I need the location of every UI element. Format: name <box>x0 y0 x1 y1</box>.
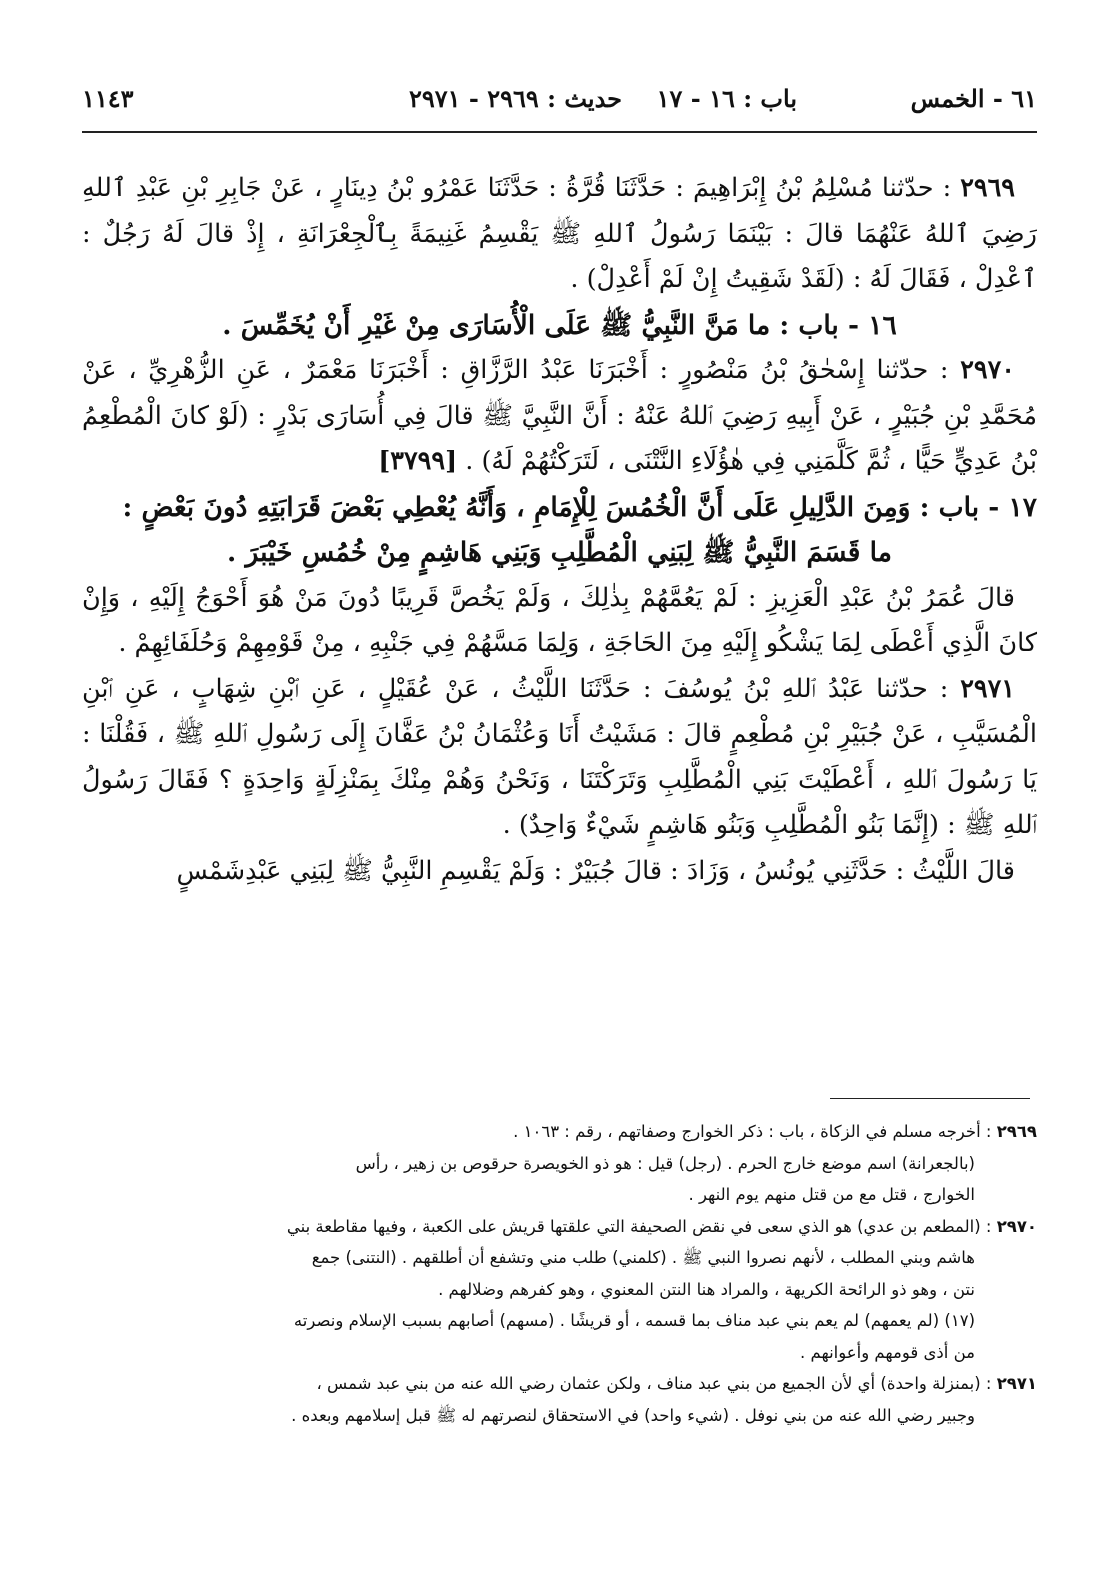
footnotes <box>82 1116 1037 1431</box>
bab-17-heading: ١٧ - باب : وَمِنَ الدَّلِيلِ عَلَى أَنَّ الْخُمُسَ لِلْإِمَامِ ، وَأَنَّهُ يُعْطِي بَعْضَ قَرَابَتِهِ دُونَ بَعْضٍ : <box>122 491 1037 523</box>
hadith-range: حديث : ٢٩٦٩ - ٢٩٧١ <box>408 84 622 113</box>
footnote-line: الخوارج ، قتل مع من قتل منهم يوم النهر . <box>688 1185 975 1204</box>
hadith-2971 <box>82 667 1037 849</box>
footnote-divider <box>830 1098 1030 1099</box>
chapter-title: ٦١ - الخمس <box>910 84 1037 113</box>
footnote-line: هاشم وبني المطلب ، لأنهم نصروا النبي ﷺ . (كلمني) طلب مني وتشفع أن أطلقهم . (النتنى) جمع <box>311 1248 975 1267</box>
hadith-number: ٢٩٧٠ <box>960 355 1015 385</box>
header-divider <box>82 131 1037 133</box>
hadith-text: : حدّثنا مُسْلِمُ بْنُ إِبْرَاهِيمَ : حَدَّثَنَا قُرَّةُ : حَدَّثَنَا عَمْرُو بْنُ دِينَارٍ ، عَنْ جَابِرِ بْنِ عَبْدِ ٱللهِ رَضِيَ ٱللهُ عَنْهُمَا قالَ : بَيْنَمَا رَسُولُ ٱللهِ ﷺ يَقْسِمُ غَنِيمَةً بِٱلْجِعْرَانَةِ ، إِذْ قالَ لَهُ رَجُلٌ : ٱعْدِلْ ، فَقَالَ لَهُ : (لَقَدْ شَقِيتُ إِنْ لَمْ أَعْدِلْ) . <box>82 173 1037 294</box>
layth-statement: قالَ اللَّيْثُ : حَدَّثَنِي يُونُسُ ، وَزَادَ : قالَ جُبَيْرٌ : وَلَمْ يَقْسِمِ النَّبِيُّ ﷺ لِبَنِي عَبْدِشَمْسٍ <box>176 855 1015 886</box>
footnote-line: وجبير رضي الله عنه من بني نوفل . (شيء واحد) في الاستحقاق لنصرتهم له ﷺ قبل إسلامهم وبعده . <box>291 1405 975 1425</box>
footnote-2970 <box>82 1211 1037 1243</box>
footnote-line: (بالجعرانة) اسم موضع خارج الحرم . (رجل) قيل : هو ذو الخويصرة حرقوص بن زهير ، رأس <box>355 1153 975 1173</box>
footnote-number: ٢٩٧١ <box>996 1374 1037 1393</box>
footnote-2969 <box>82 1116 1037 1148</box>
hadith-2970 <box>82 348 1037 485</box>
main-text <box>82 166 1037 894</box>
footnote-number: ٢٩٦٩ <box>996 1122 1037 1141</box>
hadith-2969 <box>82 166 1037 303</box>
footnote-line: من أذى قومهم وأعوانهم . <box>800 1342 975 1362</box>
footnote-line: نتن ، وهو ذو الرائحة الكريهة ، والمراد هنا النتن المعنوي ، وهو كفرهم وضلالهم . <box>438 1279 975 1299</box>
umar-statement: قالَ عُمَرُ بْنُ عَبْدِ الْعَزِيزِ : لَمْ يَعُمَّهُمْ بِذٰلِكَ ، وَلَمْ يَخُصَّ قَرِيبًا دُونَ مَنْ هُوَ أَحْوَجُ إِلَيْهِ ، وَإِنْ كانَ الَّذِي أَعْطَى لِمَا يَشْكُو إِلَيْهِ مِنَ الحَاجَةِ ، وَلِمَا مَسَّهُمْ فِي جَنْبِهِ ، مِنْ قَوْمِهِمْ وَحُلَفَائِهِمْ . <box>82 582 1037 658</box>
hadith-text: : حدّثنا إِسْحٰقُ بْنُ مَنْصُورٍ : أَخْبَرَنَا عَبْدُ الرَّزَّاقِ : أَخْبَرَنَا مَعْمَرٌ ، عَنِ الزُّهْرِيِّ ، عَنْ مُحَمَّدِ بْنِ جُبَيْرٍ ، عَنْ أَبِيهِ رَضِيَ ٱللهُ عَنْهُ : أَنَّ النَّبِيَّ ﷺ قالَ فِي أُسَارَى بَدْرٍ : (لَوْ كانَ الْمُطْعِمُ بْنُ عَدِيٍّ حَيًّا ، ثُمَّ كَلَّمَنِي فِي هٰؤُلَاءِ النَّتْنَى ، لَتَرَكْتُهُمْ لَهُ) . <box>82 355 1037 476</box>
page-number: ١١٤٣ <box>82 84 134 113</box>
footnote-2971 <box>82 1368 1037 1400</box>
footnote-number: ٢٩٧٠ <box>996 1216 1037 1236</box>
bab-16-heading: ١٦ - باب : ما مَنَّ النَّبِيُّ ﷺ عَلَى الْأُسَارَى مِنْ غَيْرِ أَنْ يُخَمِّسَ . <box>222 309 897 341</box>
bab-17-subheading: ما قَسَمَ النَّبِيُّ ﷺ لِبَنِي الْمُطَّلِبِ وَبَنِي هَاشِمٍ مِنْ خُمُسِ خَيْبَرَ . <box>227 537 892 568</box>
hadith-number: ٢٩٦٩ <box>960 173 1015 203</box>
cross-reference: [٣٧٩٩] <box>378 446 458 476</box>
footnote-line: : أخرجه مسلم في الزكاة ، باب : ذكر الخوارج وصفاتهم ، رقم : ١٠٦٣ . <box>513 1122 997 1141</box>
page-header <box>82 78 1037 118</box>
footnote-17: (١٧) (لم يعمهم) لم يعم بني عبد مناف بما قسمه ، أو قريشًا . (مسهم) أصابهم بسبب الإسلام ونصرته <box>293 1311 975 1330</box>
footnote-line: : (بمنزلة واحدة) أي لأن الجميع من بني عبد مناف ، ولكن عثمان رضي الله عنه من بني عبد شمس ، <box>316 1374 997 1393</box>
hadith-number: ٢٩٧١ <box>960 673 1015 704</box>
footnote-line: : (المطعم بن عدي) هو الذي سعى في نقض الصحيفة التي علقتها قريش على الكعبة ، وفيها مقاطعة بني <box>286 1216 997 1236</box>
bab-range: باب : ١٦ - ١٧ <box>656 84 797 113</box>
hadith-text: : حدّثنا عَبْدُ ٱللهِ بْنُ يُوسُفَ : حَدَّثَنَا اللَّيْثُ ، عَنْ عُقَيْلٍ ، عَنِ ٱبْنِ شِهَابٍ ، عَنِ ٱبْنِ الْمُسَيَّبِ ، عَنْ جُبَيْرِ بْنِ مُطْعِمٍ قالَ : مَشَيْتُ أَنَا وَعُثْمَانُ بْنُ عَفَّانَ إِلَى رَسُولِ ٱللهِ ﷺ ، فَقُلْنَا : يَا رَسُولَ ٱللهِ ، أَعْطَيْتَ بَنِي الْمُطَّلِبِ وَتَرَكْتَنَا ، وَنَحْنُ وَهُمْ مِنْكَ بِمَنْزِلَةٍ وَاحِدَةٍ ؟ فَقَالَ رَسُولُ ٱللهِ ﷺ : (إِنَّمَا بَنُو الْمُطَّلِبِ وَبَنُو هَاشِمٍ شَيْءٌ وَاحِدٌ) . <box>82 673 1037 840</box>
